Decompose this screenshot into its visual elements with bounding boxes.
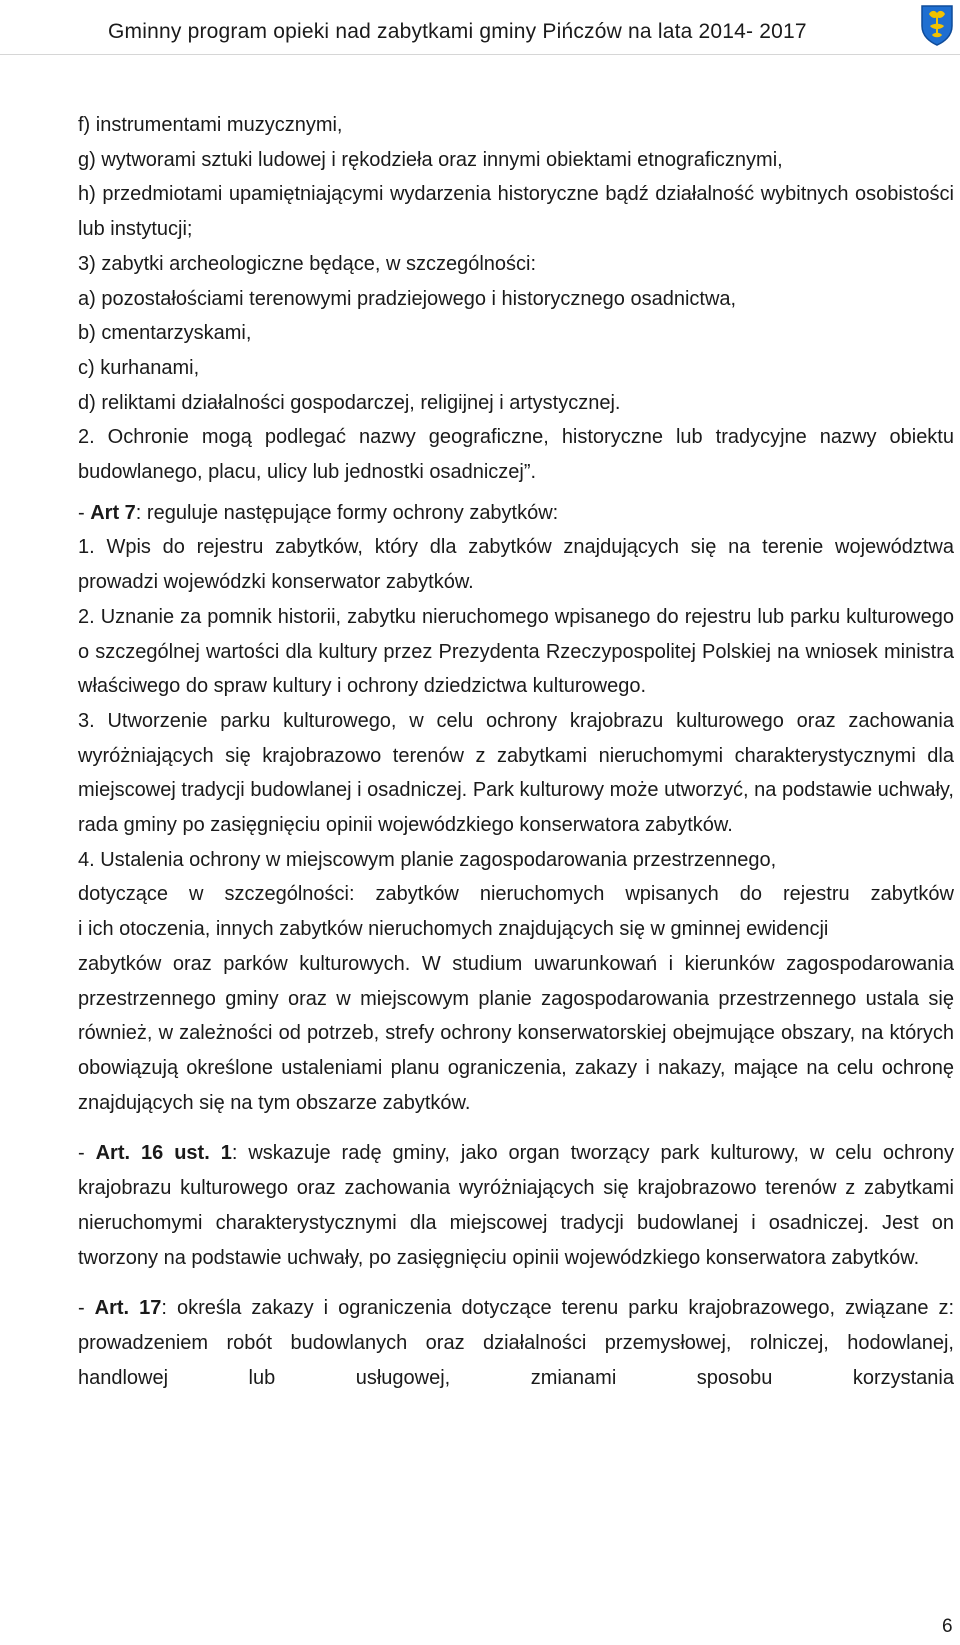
document-body [78, 108, 954, 1395]
page-header [0, 0, 960, 56]
article-16-paragraph [78, 1136, 954, 1275]
paragraph-text: 2. Ochronie mogą podlegać nazwy geograficzne, historyczne lub tradycyjne nazwy obiektu budowlanego, placu, ulicy lub jednostki osadniczej”. [78, 426, 954, 484]
paragraph-list-item: b) cmentarzyskami, [78, 322, 252, 345]
paragraph-text-line: 4. Ustalenia ochrony w miejscowym planie zagospodarowania przestrzennego, [78, 848, 777, 871]
paragraph-list-item: f) instrumentami muzycznymi, [78, 114, 343, 136]
article-reference: 1 [220, 1142, 232, 1165]
paragraph-text: 3. Utworzenie parku kulturowego, w celu ochrony krajobrazu kulturowego oraz zachowania wyróżniających się krajobrazowo terenów z zabytkami nieruchomymi charakterystycznymi dla miejscowej tradycji budowlanej i osadniczej. Park kulturowy może utworzyć, na podstawie uchwały, rada gminy po zasięgnięciu opinii wojewódzkiego konserwatora zabytków. [78, 709, 954, 837]
paragraph-list-item: g) wytworami sztuki ludowej i rękodzieła oraz innymi obiektami etnograficznymi, [78, 148, 783, 171]
page-number: 6 [942, 1616, 953, 1637]
article-reference: Art. 16 ust. [95, 1142, 210, 1165]
article-description: : wskazuje radę gminy, jako organ tworzący park kulturowy, w celu ochrony krajobrazu kulturowego oraz zachowania wyróżniających się krajobrazowo terenów z zabytkami nieruchomymi charakterystycznymi dla miejscowej tradycji budowlanej i osadniczej. Jest on tworzony na podstawie uchwały, po zasięgnięciu opinii wojewódzkiego konserwatora zabytków. [78, 1142, 954, 1269]
paragraph-text: zabytków oraz parków kulturowych. W studium uwarunkowań i kierunków zagospodarowania przestrzennego gminy oraz w miejscowym planie zagospodarowania przestrzennego ustala się również, w zależności od potrzeb, strefy ochrony konserwatorskiej obejmujące obszary, na których obowiązują określone ustaleniami planu ograniczenia, zakazy i nakazy, mające na celu ochronę znajdujących się na tym obszarze zabytków. [78, 952, 954, 1114]
article-prefix: - [78, 1142, 96, 1165]
header-title: Gminny program opieki nad zabytkami gminy Pińczów na lata 2014- 2017 [108, 20, 807, 43]
article-reference: 17 [139, 1297, 162, 1320]
paragraph-list-item: h) przedmiotami upamiętniającymi wydarzenia historyczne bądź działalność wybitnych osobistości lub instytucji; [78, 183, 954, 241]
paragraph-list-item: a) pozostałościami terenowymi pradziejowego i historycznego osadnictwa, [78, 287, 737, 310]
paragraph-list-item: 3) zabytki archeologiczne będące, w szczególności: [78, 252, 537, 275]
paragraph-text-line: i ich otoczenia, innych zabytków nieruchomych znajdujących się w gminnej ewidencji [78, 918, 829, 941]
article-7-paragraph [78, 496, 954, 531]
article-prefix: - [78, 1297, 95, 1320]
article-17-paragraph [78, 1291, 954, 1395]
article-reference: Art. [94, 1297, 130, 1320]
coat-of-arms-icon [920, 4, 954, 46]
article-description: : określa zakazy i ograniczenia dotyczące terenu parku krajobrazowego, związane z: prowadzeniem robót budowlanych oraz działalności przemysłowej, rolniczej, hodowlanej, handlowej lub usługowej, zmianami sposobu korzystania [78, 1297, 955, 1389]
paragraph-text: 2. Uznanie za pomnik historii, zabytku nieruchomego wpisanego do rejestru lub parku kulturowego o szczególnej wartości dla kultury przez Prezydenta Rzeczypospolitej Polskiej na wniosek ministra właściwego do spraw kultury i ochrony dziedzictwa kulturowego. [78, 605, 954, 698]
article-separator [210, 1142, 221, 1164]
article-prefix: - [78, 501, 91, 524]
paragraph-list-item: c) kurhanami, [78, 356, 200, 379]
paragraph-text: 1. Wpis do rejestru zabytków, który dla zabytków znajdujących się na terenie województwa prowadzi wojewódzki konserwator zabytków. [78, 536, 954, 594]
article-reference: Art 7 [90, 501, 136, 524]
header-divider [0, 54, 960, 55]
paragraph-text-line: dotyczące w szczególności: zabytków nieruchomych wpisanych do rejestru zabytków [78, 883, 954, 906]
article-separator [129, 1297, 139, 1319]
paragraph-list-item: d) reliktami działalności gospodarczej, religijnej i artystycznej. [78, 391, 621, 414]
article-description: : reguluje następujące formy ochrony zabytków: [135, 501, 559, 524]
